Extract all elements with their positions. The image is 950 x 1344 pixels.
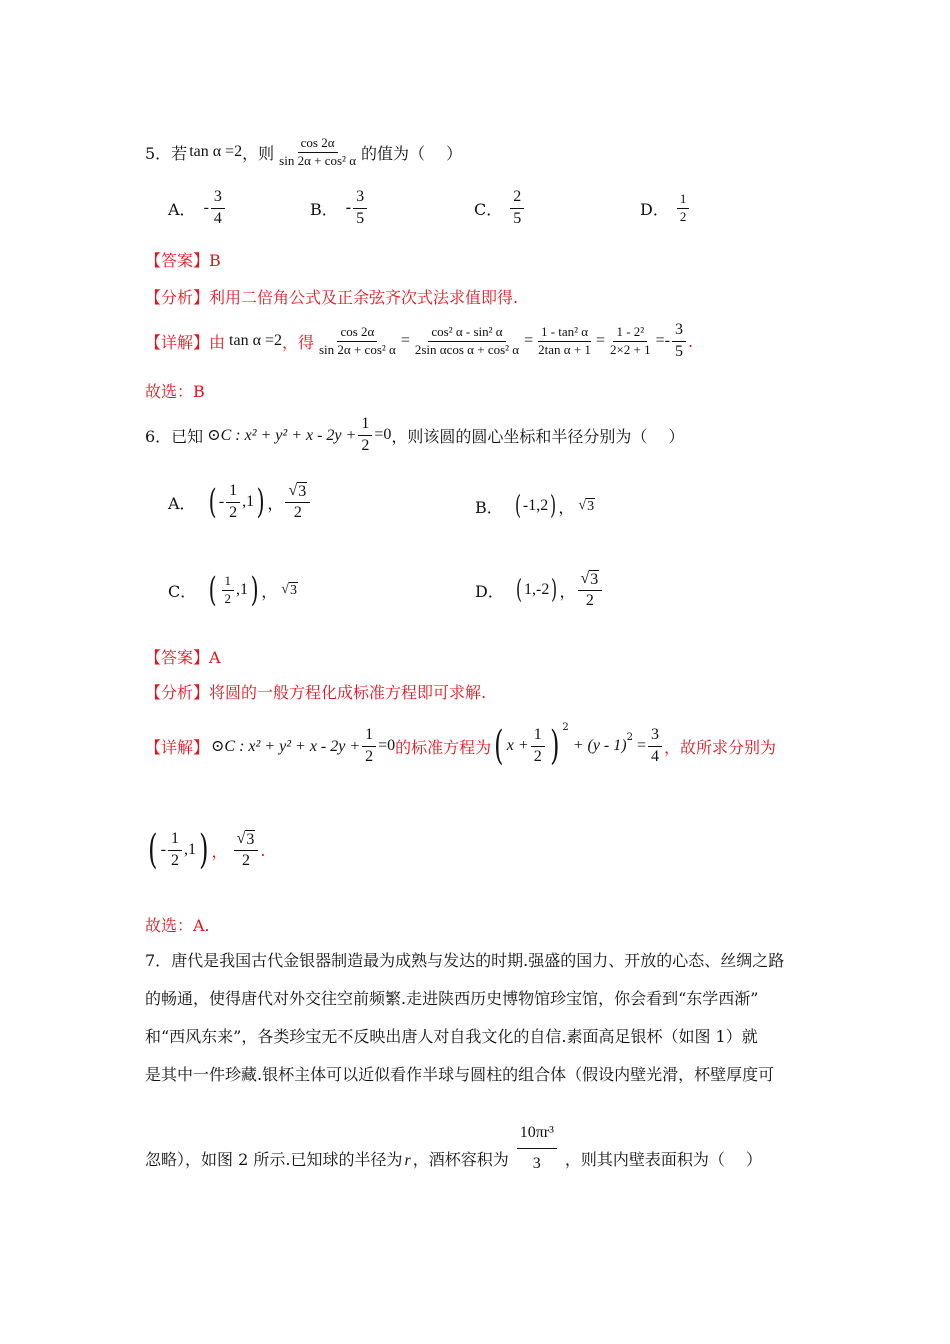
q5-option-a[interactable]: A． - $\frac{3}{4}$ (168, 186, 227, 230)
q7-volume: $\frac{\text{10πr³}}{3}$ (517, 1119, 557, 1176)
q6-option-d[interactable]: D． ( 1,-2 ) ， √ 3 2 (475, 562, 604, 618)
q7-line-3: 和“西风东来”，各类珍宝无不反映出唐人对自我文化的自信.素面高足银杯（如图 1）就 (145, 1027, 758, 1046)
q6-stem: 6．已知 ⊙C : x² + y² + x - 2y + $\frac{1}{2}$ =0 ，则该圆的圆心坐标和半径分别为（ ） (145, 415, 685, 454)
q6-choose: 故选：A. (145, 916, 210, 935)
q6-detail-result: ( - $\frac{1}{2}$ , 1 ) ， √ 3 2 . (148, 827, 266, 873)
q5-expression: $\frac{\cos 2\alpha}{\text{sin 2α + cos² α}}$ (279, 134, 357, 168)
q5-analysis: 【分析】利用二倍角公式及正余弦齐次式法求值即得. (145, 288, 519, 307)
q5-then: ，则 (242, 143, 275, 163)
q5-option-d[interactable]: D． $\frac{1}{2}$ (640, 186, 691, 230)
q5-tail: 的值为（ ） (361, 143, 463, 163)
q5-detail: 【详解】由 tan α =2 ，得 $\frac{\cos 2\alpha}{\text{sin 2α + cos² α}}$ = $\frac{\text{cos² α - sin² α}}{\text{2sin αcos α + cos² α}}$ = $\frac{\text{1 - tan² α}}{\text{2tan α + 1}}$ = $\frac{\text{1 - 2²}}{2\times 2 + 1}$ =- $\frac{3}{5}$ . (145, 321, 694, 360)
q5-number: 5．若 (145, 143, 188, 163)
q5-option-c[interactable]: C． $\frac{2}{5}$ (474, 186, 526, 230)
q6-option-a[interactable]: A． ( - $\frac{1}{2}$ , 1 ) ， √ 3 2 (168, 476, 312, 528)
q5-choose: 故选：B (145, 382, 205, 401)
q7-line-1: 7．唐代是我国古代金银器制造最为成熟与发达的时期.强盛的国力、开放的心态、丝绸之路 (145, 951, 785, 970)
q6-analysis: 【分析】将圆的一般方程化成标准方程即可求解. (145, 683, 487, 702)
q7-line-2: 的畅通，使得唐代对外交往空前频繁.走进陕西历史博物馆珍宝馆，你会看到“东学西渐” (145, 989, 759, 1008)
q5-option-b[interactable]: B． - $\frac{3}{5}$ (310, 186, 369, 230)
q6-option-b[interactable]: B． ( -1,2 ) ， √ 3 (475, 491, 595, 521)
q5-condition: tan α =2 (189, 143, 243, 160)
q7-line-4: 是其中一件珍藏.银杯主体可以近似看作半球与圆柱的组合体（假设内壁光滑，杯壁厚度可 (145, 1065, 775, 1084)
q7-line-5: 忽略），如图 2 所示.已知球的半径为 r ，酒杯容积为 $\frac{\text{10πr³}}{3}$ ，则其内壁表面积为（ ） (145, 1118, 762, 1178)
q6-equation: ⊙C : x² + y² + x - 2y + (207, 427, 357, 444)
q6-option-c[interactable]: C． ( $\frac{1}{2}$ , 1 ) ， √ 3 (168, 570, 297, 610)
q6-detail: 【详解】 ⊙C : x² + y² + x - 2y + $\frac{1}{2}$ =0 的标准方程为 ( x + $\frac{1}{2}$ ) $^2$ + (y - 1) $^2$ = $\frac{3}{4}$ ，故所求分别为 (145, 722, 776, 769)
q5-answer: 【答案】B (145, 251, 221, 270)
q6-answer: 【答案】A (145, 648, 221, 667)
q5-stem (145, 130, 462, 174)
